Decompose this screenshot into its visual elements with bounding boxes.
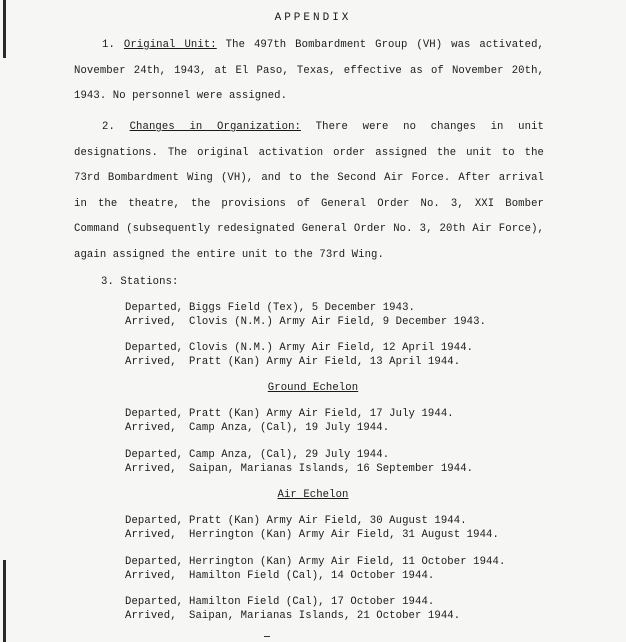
station-entry: Departed, Clovis (N.M.) Army Air Field, 12 April 1944.	[125, 342, 474, 354]
station-entry: Departed, Camp Anza, (Cal), 29 July 1944.	[125, 449, 390, 461]
scan-edge-mark	[3, 560, 6, 642]
station-entry: Departed, Hamilton Field (Cal), 17 October 1944.	[125, 596, 435, 608]
station-entry: Departed, Pratt (Kan) Army Air Field, 30 August 1944.	[125, 515, 467, 527]
station-entry: Arrived, Saipan, Marianas Islands, 16 September 1944.	[125, 463, 474, 475]
station-entry: Arrived, Herrington (Kan) Army Air Field, 31 August 1944.	[125, 529, 499, 541]
section-number: 2.	[102, 121, 115, 133]
scan-edge-mark	[3, 0, 6, 58]
section-text: There were no changes in unit designations. The original activation order assigned the unit to the 73rd Bombardment Wing (VH), and to the Second Air Force. After arrival in the theatre, the provisions of General Order No. 3, XXI Bomber Command (subsequently redesignated General Order No. 3, 20th Air Force), again assigned the entire unit to the 73rd Wing.	[74, 121, 544, 261]
section-heading: Changes in Organization:	[129, 121, 301, 133]
station-entry: Arrived, Pratt (Kan) Army Air Field, 13 April 1944.	[125, 356, 461, 368]
station-entry: Arrived, Camp Anza, (Cal), 19 July 1944.	[125, 422, 390, 434]
station-entry: Departed, Herrington (Kan) Army Air Field, 11 October 1944.	[125, 556, 506, 568]
section-original-unit	[74, 33, 544, 110]
section-changes-in-organization	[74, 115, 544, 268]
station-entry: Departed, Pratt (Kan) Army Air Field, 17 July 1944.	[125, 408, 454, 420]
section-heading: Original Unit:	[123, 39, 217, 51]
section-text: The 497th Bombardment Group (VH) was activated, November 24th, 1943, at El Paso, Texas, effective as of November 20th, 1943. No personnel were assigned.	[74, 39, 544, 102]
station-entry: Arrived, Hamilton Field (Cal), 14 October 1944.	[125, 570, 435, 582]
station-entry: Arrived, Saipan, Marianas Islands, 21 October 1944.	[125, 610, 461, 622]
page-title: APPENDIX	[274, 12, 352, 24]
page-continuation-mark	[264, 636, 270, 637]
section-stations-heading: 3. Stations:	[101, 276, 179, 288]
section-number: 1.	[102, 39, 115, 51]
ground-echelon-heading: Ground Echelon	[267, 382, 359, 394]
air-echelon-heading: Air Echelon	[277, 489, 349, 501]
station-entry: Arrived, Clovis (N.M.) Army Air Field, 9 December 1943.	[125, 316, 487, 328]
station-entry: Departed, Biggs Field (Tex), 5 December 1943.	[125, 302, 416, 314]
